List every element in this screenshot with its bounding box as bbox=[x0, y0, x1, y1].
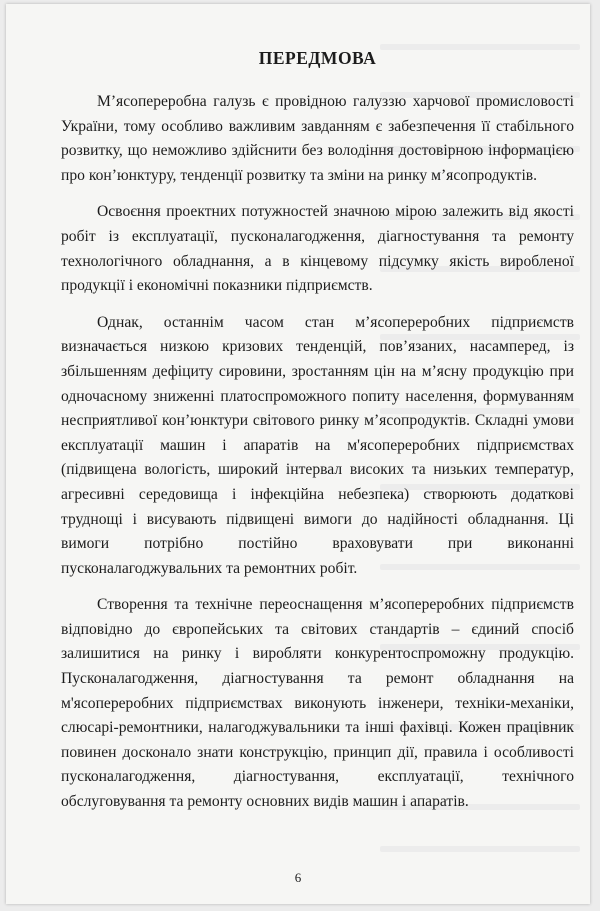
document-page bbox=[6, 4, 590, 904]
page-number: 6 bbox=[294, 870, 302, 885]
paragraph-1: М’ясопереробна галузь є провідною галуззю харчової промисловості України, тому особливо важливим завданням є забезпечення її стабільного розвитку, що неможливо здійснити без володіння достовірною інформацією про кон’юнктуру, тенденції розвитку та зміни на ринку м’ясопродуктів. bbox=[61, 93, 574, 184]
paragraph-2: Освоєння проектних потужностей значною мірою залежить від якості робіт із експлуатації, пусконалагодження, діагностування та ремонту технологічного обладнання, а в кінцевому підсумку якість виробленої продукції і економічні показники підприємств. bbox=[61, 203, 574, 295]
show-through-mark bbox=[380, 846, 580, 852]
page-title: ПЕРЕДМОВА bbox=[258, 48, 377, 68]
paragraph-4: Створення та технічне переоснащення м’ясопереробних підприємств відповідно до європейських та світових стандартів – єдиний спосіб залишитися на ринку і виробляти конкурентоспроможну продукцію. Пусконалагодження, діагностування та ремонт обладнання на м'ясопереробних підприємствах виконують інженери, техніки-механіки, слюсарі-ремонтники, налагоджувальники та інші фахівці. Кожен працівник повинен досконало знати конструкцію, принцип дії, правила і особливості пусконалагодження, діагностування, експлуатації, технічного обслуговування та ремонту основних видів машин і апаратів. bbox=[61, 596, 574, 811]
paragraph-3: Однак, останнім часом стан м’ясопереробних підприємств визначається низкою кризових тенденцій, пов’язаних, насамперед, із збільшенням дефіциту сировини, зростанням цін на м’ясну продукцію при одночасному зниженні платоспроможного попиту населення, формуванням несприятливої кон’юнктури світового ринку м’ясопродуктів. Складні умови експлуатації машин і апаратів на м'ясопереробних підприємствах (підвищена вологість, широкий інтервал високих та низьких температур, агресивні середовища і інфекційна небезпека) створюють додаткові труднощі і висувають підвищені вимоги до надійності обладнання. Ці вимоги потрібно постійно враховувати при виконанні пусконалагоджувальних та ремонтних робіт. bbox=[61, 313, 574, 577]
page-body bbox=[61, 48, 574, 827]
